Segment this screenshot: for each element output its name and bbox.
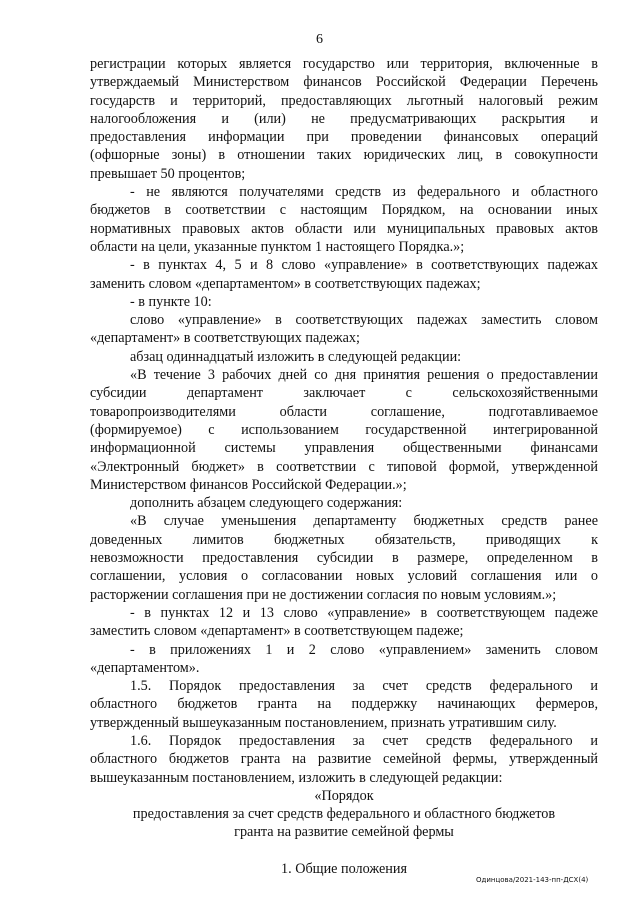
paragraph-line: «В случае уменьшения департаменту бюджетных средств ранее: [130, 513, 598, 530]
paragraph-line: абзац одиннадцатый изложить в следующей редакции:: [130, 348, 462, 365]
paragraph-line: соглашении, условия о согласовании новых условий соглашения или о: [90, 568, 598, 585]
paragraph-line: утверждаемый Министерством финансов Российской Федерации Перечень: [90, 74, 598, 91]
paragraph-line: «В течение 3 рабочих дней со дня принятия решения о предоставлении: [130, 367, 598, 384]
paragraph-line: «департамент» в соответствующих падежах;: [90, 330, 360, 347]
paragraph-line: 1.6. Порядок предоставления за счет средств федерального и: [130, 732, 598, 749]
paragraph-line: 1.5. Порядок предоставления за счет средств федерального и: [130, 678, 598, 695]
paragraph-line: товаропроизводителями области соглашение, подготавливаемое: [90, 403, 598, 420]
paragraph-line: «Электронный бюджет» в соответствии с типовой формой, утвержденной: [90, 458, 598, 475]
paragraph-line: - в пунктах 4, 5 и 8 слово «управление» в соответствующих падежах: [130, 257, 598, 274]
paragraph-line: Министерством финансов Российской Федерации.»;: [90, 476, 407, 493]
document-footer-code: Одинцова/2021-143-пп-ДСХ(4): [476, 876, 589, 884]
paragraph-line: областного бюджетов гранта на поддержку начинающих фермеров,: [90, 696, 598, 713]
paragraph-line: государств и территорий, предоставляющих льготный налоговый режим: [90, 92, 598, 109]
paragraph-line: - в пункте 10:: [130, 293, 212, 310]
paragraph-line: налогообложения и (или) не предусматривающих раскрытия и: [90, 110, 598, 127]
paragraph-line: предоставления информации при проведении финансовых операций: [90, 129, 598, 146]
paragraph-line: заменить словом «департаментом» в соответствующих падежах;: [90, 275, 481, 292]
section-heading-line: 1. Общие положения: [281, 860, 407, 877]
paragraph-line: (офшорные зоны) в отношении таких юридических лиц, в совокупности: [90, 147, 598, 164]
section-heading-line: предоставления за счет средств федерального и областного бюджетов: [132, 806, 556, 823]
paragraph-line: превышает 50 процентов;: [90, 165, 246, 182]
blank-line: [90, 842, 598, 860]
paragraph-line: информационной системы управления общественными финансами: [90, 440, 598, 457]
paragraph-line: бюджетов в соответствии с настоящим Порядком, на основании иных: [90, 202, 598, 219]
section-heading-line: «Порядок: [314, 787, 374, 804]
paragraph-line: - в пунктах 12 и 13 слово «управление» в соответствующем падеже: [130, 604, 598, 621]
paragraph-line: - в приложениях 1 и 2 слово «управлением» заменить словом: [130, 641, 598, 658]
paragraph-line: дополнить абзацем следующего содержания:: [130, 495, 403, 512]
paragraph-line: слово «управление» в соответствующих падежах заместить словом: [130, 312, 598, 329]
paragraph-line: нормативных правовых актов области или муниципальных правовых актов: [90, 220, 598, 237]
paragraph-line: области на цели, указанные пунктом 1 настоящего Порядка.»;: [90, 238, 465, 255]
paragraph-line: областного бюджетов гранта на развитие семейной фермы, утвержденный: [90, 751, 598, 768]
paragraph-line: заместить словом «департамент» в соответствующем падеже;: [90, 623, 464, 640]
paragraph-line: - не являются получателями средств из федерального и областного: [130, 184, 598, 201]
paragraph-line: (формируемое) с использованием государственной интегрированной: [90, 421, 598, 438]
document-body: [90, 55, 598, 878]
paragraph-line: доведенных лимитов бюджетных обязательств, приводящих к: [90, 531, 598, 548]
paragraph-line: субсидии департамент заключает с сельскохозяйственными: [90, 385, 598, 402]
paragraph-line: невозможности предоставления субсидии в размере, определенном в: [90, 550, 598, 567]
paragraph-line: «департаментом».: [90, 659, 200, 676]
paragraph-line: утвержденный вышеуказанным постановлением, признать утратившим силу.: [90, 714, 557, 731]
paragraph-line: расторжении соглашения при не достижении согласия по новым условиям.»;: [90, 586, 557, 603]
page-number: 6: [316, 32, 323, 47]
paragraph-line: регистрации которых является государство или территория, включенные в: [90, 56, 598, 72]
paragraph-line: вышеуказанным постановлением, изложить в следующей редакции:: [90, 769, 503, 786]
section-heading-line: гранта на развитие семейной фермы: [234, 824, 454, 841]
